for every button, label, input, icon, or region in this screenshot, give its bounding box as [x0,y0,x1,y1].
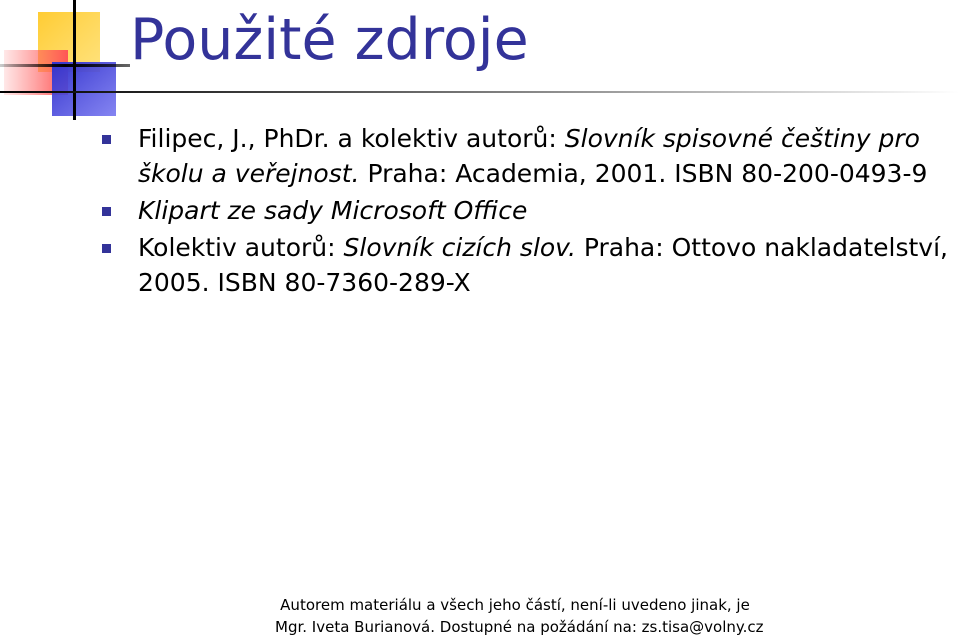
list-item [100,193,950,228]
footer-line: Autorem materiálu a všech jeho částí, není-li uvedeno jinak, je [280,596,750,614]
decorative-squares-logo [0,0,140,120]
list-item [100,121,950,191]
sources-list [100,121,950,302]
source-author: Filipec, J., PhDr. a kolektiv autorů: [138,124,565,153]
title-divider [0,91,959,93]
footer-attribution [275,594,764,638]
square-bullet-icon [102,135,111,144]
source-title: Slovník cizích slov. [343,233,576,262]
source-author: Kolektiv autorů: [138,233,344,262]
square-bullet-icon [102,207,111,216]
source-publication: Praha: Ottovo nakladatelství, 2005. ISBN 80-7360-289-X [138,233,948,297]
square-bullet-icon [102,244,111,253]
page-title: Použité zdroje [130,7,529,73]
source-publication: Praha: Academia, 2001. ISBN 80-200-0493-9 [359,159,928,188]
source-title: Slovník spisovné češtiny pro školu a veřejnost. [138,124,920,188]
list-item [100,230,950,300]
source-title: Klipart ze sady Microsoft Office [138,196,528,225]
footer-line: Mgr. Iveta Burianová. Dostupné na požádání na: zs.tisa@volny.cz [275,618,764,636]
